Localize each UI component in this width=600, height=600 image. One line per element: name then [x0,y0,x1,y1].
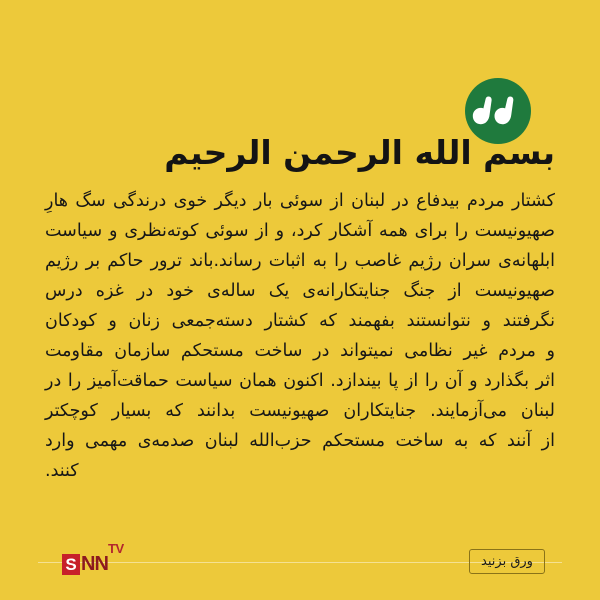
logo-suffix: TV [108,541,124,556]
body-line: نگرفتند و نتوانستند بفهمند که کشتار دسته‌جمعی زنان و کودکان [45,311,555,331]
body-line: صهیونیست از جنگ جنایتکارانه‌ی یک ساله‌ی خود در غزه درس [45,281,555,301]
body-line: کنند. [45,461,79,481]
body-line: لبنان می‌آزمایند. جنایتکاران صهیونیست بدانند که بسیار کوچکتر [45,401,555,421]
body-line: اثر بگذارد و آن را از پا بیندازد. اکنون همان سیاست حماقت‌آمیز را در [45,371,555,391]
body-line: ابلهانه‌ی سران رژیم غاصب را به اثبات رساند.باند ترور حاکم بر رژیم [45,251,555,271]
swipe-next-button[interactable]: ورق بزنید [469,549,545,574]
body-line: و مردم غیر نظامی نمیتواند در ساخت مستحکم سازمان مقاومت [45,341,555,361]
footer [0,540,600,586]
body-line: صهیونیست را برای همه آشکار کرد، و از سوئی کوته‌نظری و سیاست [45,221,555,241]
quote-body [45,186,555,486]
logo-name: NN [81,553,108,575]
body-line: از آنند که به ساخت مستحکم حزب‌الله لبنان صدمه‌ی مهمی وارد [45,431,555,451]
logo-mark: S [62,554,80,575]
page-title: بسم الله الرحمن الرحیم [164,133,555,172]
snn-tv-logo [62,540,148,584]
body-line: کشتار مردم بیدفاع در لبنان از سوئی بار دیگر خوی درندگی سگ هارِ [45,191,555,211]
